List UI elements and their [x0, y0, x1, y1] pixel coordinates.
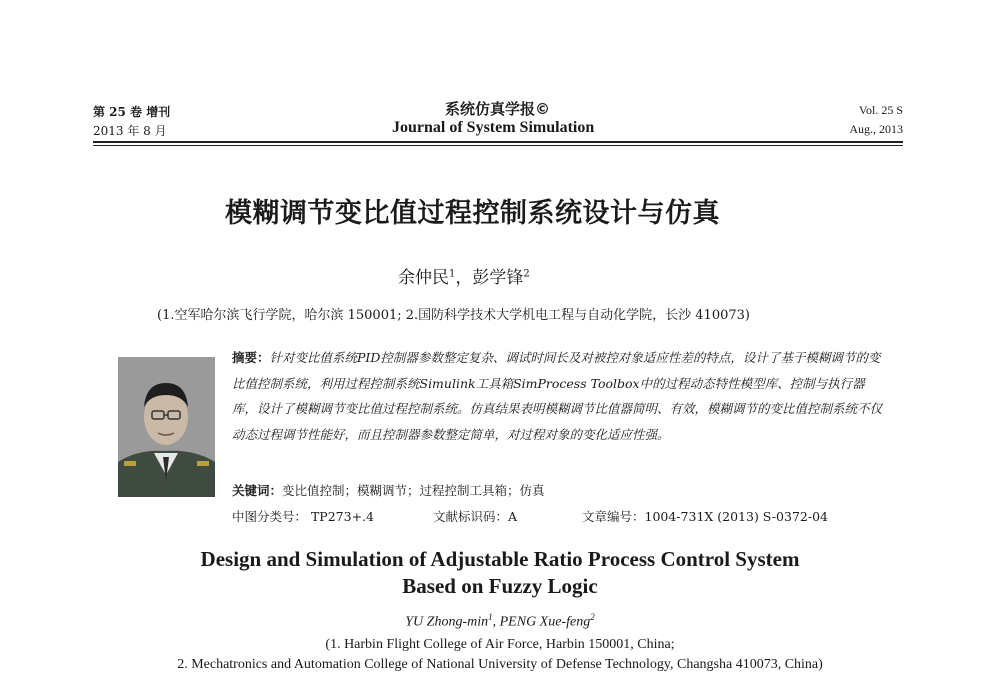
- author1-name-cn: 余仲民: [398, 268, 449, 288]
- clc-number: 中图分类号： TP273+.4: [232, 509, 374, 524]
- paper-title-en-line2: Based on Fuzzy Logic: [402, 574, 598, 598]
- volume-en: Vol. 25 S: [858, 103, 903, 117]
- journal-name-en: Journal of System Simulation: [392, 119, 595, 136]
- date-en: Aug., 2013: [849, 122, 903, 136]
- journal-name-cn: 系统仿真学报©: [445, 100, 551, 118]
- abstract-text: 针对变比值系统PID控制器参数整定复杂、调试时间长及对被控对象适应性差的特点，设计了基于模糊调节的变比值控制系统，利用过程控制系统Simulink工具箱SimProcess Toolbox中的过程动态特性模型库、控制与执行器库，设计了模糊调节变比值过程控制系统。仿真结果表明模糊调节比值器简明、有效，模糊调节的变比值控制系统不仅动态过程调节性能好，而且控制器参数整定简单，对过程对象的变化适应性强。: [232, 350, 883, 442]
- author2-sup-cn: 2: [523, 268, 530, 280]
- author-photo: [118, 357, 215, 497]
- author2-name-en: PENG Xue-feng: [499, 614, 591, 630]
- authors-en: [0, 612, 1000, 631]
- header-rule-thick: [93, 141, 903, 143]
- authors-cn: [398, 263, 530, 288]
- author1-sup-en: 1: [488, 612, 493, 622]
- date-cn: 2013 年 8 月: [93, 124, 167, 138]
- author1-sup-cn: 1: [449, 268, 456, 280]
- keywords-text: 变比值控制；模糊调节；过程控制工具箱；仿真: [282, 483, 545, 498]
- author2-sup-en: 2: [590, 612, 595, 622]
- affiliation-en-line1: (1. Harbin Flight College of Air Force, Harbin 150001, China;: [325, 637, 675, 652]
- volume-cn: 第 25 卷 增刊: [93, 105, 171, 119]
- keywords-label: 关键词：: [232, 483, 283, 498]
- author1-name-en: YU Zhong-min: [405, 614, 489, 630]
- paper-title-cn: 模糊调节变比值过程控制系统设计与仿真: [225, 198, 720, 229]
- abstract: [232, 345, 882, 447]
- author2-name-cn: 彭学锋: [472, 268, 524, 288]
- author-separator-cn: ，: [455, 268, 473, 288]
- header-rule-thin: [93, 145, 903, 146]
- document-code: 文献标识码：A: [433, 509, 518, 524]
- paper-title-en-line1: Design and Simulation of Adjustable Ratio Process Control System: [200, 547, 800, 571]
- affiliation-en-line2: 2. Mechatronics and Automation College of National University of Defense Technology, Changsha 410073, China): [177, 657, 823, 672]
- affiliation-cn: (1.空军哈尔滨飞行学院，哈尔滨 150001; 2.国防科学技术大学机电工程与自动化学院，长沙 410073): [157, 308, 750, 323]
- author-separator-en: ,: [492, 614, 500, 630]
- article-number: 文章编号：1004-731X (2013) S-0372-04: [582, 509, 828, 524]
- abstract-label: 摘要：: [232, 350, 270, 365]
- keywords: [232, 481, 545, 499]
- author-portrait-icon: [118, 357, 215, 497]
